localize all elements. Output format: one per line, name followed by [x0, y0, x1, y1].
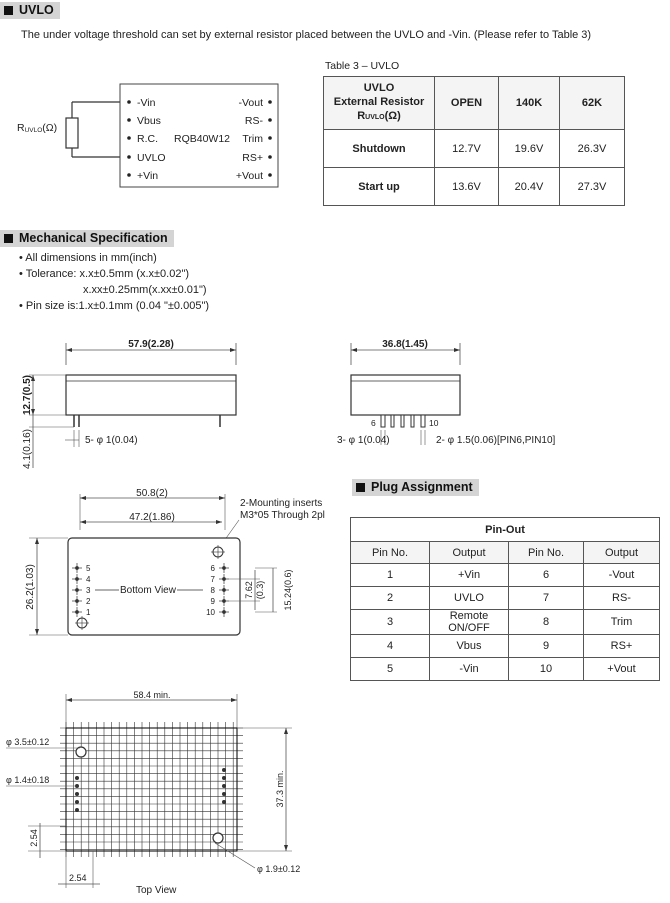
mech-bullet-4: • Pin size is:1.x±0.1mm (0.04 "±0.005") [19, 300, 210, 312]
uvlo-table [323, 76, 625, 206]
pinout-table [350, 517, 660, 681]
side-pin-note: 5- φ 1(0.04) [85, 435, 138, 446]
svg-text:3: 3 [86, 586, 91, 595]
mech-bullet-2: • Tolerance: x.x±0.5mm (x.x±0.02") [19, 268, 190, 280]
svg-text:10: 10 [206, 608, 215, 617]
end-pin-left: 6 [371, 418, 376, 428]
side-view-drawing [15, 335, 255, 470]
top-hole-1-dim: φ 3.5±0.12 [6, 737, 50, 747]
svg-text:4: 4 [86, 575, 91, 584]
svg-text:9: 9 [210, 597, 215, 606]
svg-text:RS+: RS+ [242, 152, 263, 164]
end-view-drawing [335, 335, 565, 455]
bottom-inner-dim: 47.2(1.86) [129, 512, 175, 523]
svg-text:Vbus: Vbus [137, 115, 161, 127]
table-row: 2 UVLO 7 RS- [351, 587, 660, 610]
svg-text:-Vout: -Vout [238, 97, 263, 109]
plug-heading: Plug Assignment [352, 479, 479, 496]
resistor-label: RUVLO(Ω) [17, 122, 58, 134]
svg-text:1: 1 [86, 608, 91, 617]
svg-text:2: 2 [86, 597, 91, 606]
end-width-dim: 36.8(1.45) [382, 339, 428, 350]
bottom-view-drawing [15, 480, 335, 655]
svg-text:-Vin: -Vin [137, 97, 156, 109]
module-name: RQB40W12 [174, 133, 231, 145]
pcb-pin-holes [75, 768, 226, 812]
end-pin-right: 10 [429, 418, 439, 428]
uvlo-description: The under voltage threshold can set by external resistor placed between the UVLO and -Vin. (Please refer to Table 3) [21, 29, 592, 41]
table-row: Shutdown 12.7V 19.6V 26.3V [324, 130, 625, 168]
svg-text:6: 6 [210, 564, 215, 573]
pcb-hole-icon [213, 833, 223, 843]
svg-text:5: 5 [86, 564, 91, 573]
pcb-outline [66, 728, 237, 851]
pinout-title-row: Pin-Out [351, 518, 660, 542]
end-pin-note-2: 2- φ 1.5(0.06)[PIN6,PIN10] [436, 435, 556, 446]
top-hole-3-dim: φ 1.9±0.12 [257, 864, 301, 874]
table3-caption: Table 3 – UVLO [325, 60, 400, 72]
top-view-drawing [0, 688, 310, 900]
svg-text:R.C.: R.C. [137, 133, 158, 145]
bottom-height-dim: 26.2(1.03) [25, 564, 36, 610]
table-row: 3 Remote ON/OFF 8 Trim [351, 610, 660, 635]
mount-note-1: 2-Mounting inserts [240, 498, 323, 509]
top-hole-2-dim: φ 1.4±0.18 [6, 775, 50, 785]
bottom-view-label: Bottom View [120, 585, 176, 596]
side-pin-length-dim: 4.1(0.16) [22, 428, 33, 470]
table-row: 5 -Vin 10 +Vout [351, 658, 660, 681]
top-view-label: Top View [136, 885, 177, 896]
bottom-span-dim: 15.24(0.6) [283, 569, 293, 611]
heading-square-icon [4, 234, 13, 243]
top-height-dim: 37.3 min. [275, 770, 285, 808]
uvlo-table-header: UVLO External Resistor RUVLO(Ω) OPEN 140K 62K [324, 77, 625, 130]
svg-text:7: 7 [210, 575, 215, 584]
mech-bullet-1: • All dimensions in mm(inch) [19, 252, 157, 264]
top-grid-h-dim: 2.54 [69, 873, 87, 883]
uvlo-table-header-label: UVLO External Resistor RUVLO(Ω) [324, 77, 435, 130]
mount-note-2: M3*05 Through 2pl [240, 510, 325, 521]
svg-text:UVLO: UVLO [137, 152, 166, 164]
bottom-pitch-dim: 7.62 [244, 581, 254, 599]
bottom-left-pin-labels [86, 564, 91, 617]
top-grid-v-dim: 2.54 [29, 829, 39, 847]
resistor-symbol [66, 118, 78, 148]
side-height-dim: 12.7(0.5) [22, 374, 33, 416]
svg-text:8: 8 [210, 586, 215, 595]
pcb-hole-icon [76, 747, 86, 757]
uvlo-wiring-diagram [0, 80, 300, 195]
end-pin-note-1: 3- φ 1(0.04) [337, 435, 390, 446]
mechanical-heading: Mechanical Specification [0, 230, 174, 247]
side-width-dim: 57.9(2.28) [128, 339, 174, 350]
uvlo-heading: UVLO [0, 2, 60, 19]
svg-text:+Vout: +Vout [235, 170, 263, 182]
table-row: Start up 13.6V 20.4V 27.3V [324, 168, 625, 206]
heading-square-icon [4, 6, 13, 15]
svg-text:+Vin: +Vin [137, 170, 159, 182]
svg-text:RS-: RS- [244, 115, 263, 127]
heading-square-icon [356, 483, 365, 492]
top-width-dim: 58.4 min. [133, 690, 171, 700]
bottom-outer-dim: 50.8(2) [136, 488, 168, 499]
table-row: 4 Vbus 9 RS+ [351, 635, 660, 658]
table-row: 1 +Vin 6 -Vout [351, 564, 660, 587]
mech-bullet-3: x.xx±0.25mm(x.xx±0.01") [83, 284, 207, 296]
pinout-header-row: Pin No. Output Pin No. Output [351, 542, 660, 564]
bottom-pitch-inch-dim: (0.3) [255, 580, 265, 600]
svg-text:Trim: Trim [242, 133, 263, 145]
